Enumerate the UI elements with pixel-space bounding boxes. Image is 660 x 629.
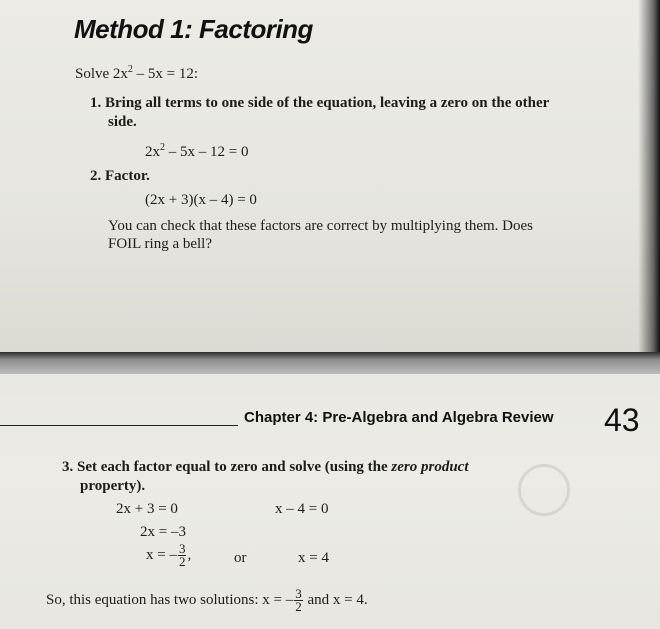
step3-heading-italic: zero product	[391, 459, 469, 475]
step2-note-line1: You can check that these factors are correct by multiplying them. Does	[108, 218, 534, 234]
step1-eq-prefix: 2x	[145, 144, 160, 160]
conclusion-fraction	[294, 588, 303, 613]
or-connector: or	[234, 550, 247, 566]
problem-prefix: Solve 2x	[75, 66, 128, 82]
step3-heading	[62, 459, 469, 476]
right-equation-2: x = 4	[298, 550, 329, 566]
left-eq3-suffix: ,	[187, 546, 192, 563]
left-equation-2: 2x = –3	[140, 524, 186, 540]
right-equation-1: x – 4 = 0	[275, 501, 329, 517]
left-eq3-fraction	[178, 543, 187, 568]
step1-heading: 1. Bring all terms to one side of the equation, leaving a zero on the other	[90, 95, 550, 111]
conclusion-suffix: and x = 4.	[303, 591, 368, 608]
problem-suffix: – 5x = 12:	[132, 66, 199, 82]
step3-heading-prefix: 3. Set each factor equal to zero and solve (using the	[62, 459, 392, 475]
left-equation-1: 2x + 3 = 0	[116, 501, 178, 517]
step2-heading: 2. Factor.	[90, 168, 150, 184]
chapter-header: Chapter 4: Pre-Algebra and Algebra Review	[244, 409, 554, 426]
step2-note-line2: FOIL ring a bell?	[108, 236, 212, 252]
problem-exponent: 2	[127, 64, 133, 75]
conclusion-denominator: 2	[295, 599, 302, 614]
bottom-book-page	[0, 374, 660, 629]
conclusion-numerator: 3	[295, 586, 302, 601]
step1-eq-suffix: – 5x – 12 = 0	[165, 144, 249, 160]
section-title: Method 1: Factoring	[74, 14, 313, 44]
background-seal	[518, 464, 570, 516]
conclusion-prefix: So, this equation has two solutions: x = –	[46, 591, 294, 608]
step1-eq-exponent: 2	[160, 142, 165, 153]
page-number: 43	[604, 402, 640, 438]
step1-heading-continued: side.	[108, 114, 137, 130]
book-gutter	[0, 352, 660, 374]
left-eq3-prefix: x = –	[146, 546, 177, 563]
step1-equation	[145, 142, 248, 161]
left-equation-3	[146, 543, 191, 568]
left-eq3-denominator: 2	[178, 554, 186, 569]
conclusion	[46, 588, 368, 613]
problem-statement	[75, 64, 198, 83]
header-rule	[0, 425, 238, 426]
step2-equation: (2x + 3)(x – 4) = 0	[145, 192, 257, 208]
left-eq3-numerator: 3	[178, 541, 186, 556]
step3-heading-continued: property).	[80, 478, 146, 494]
